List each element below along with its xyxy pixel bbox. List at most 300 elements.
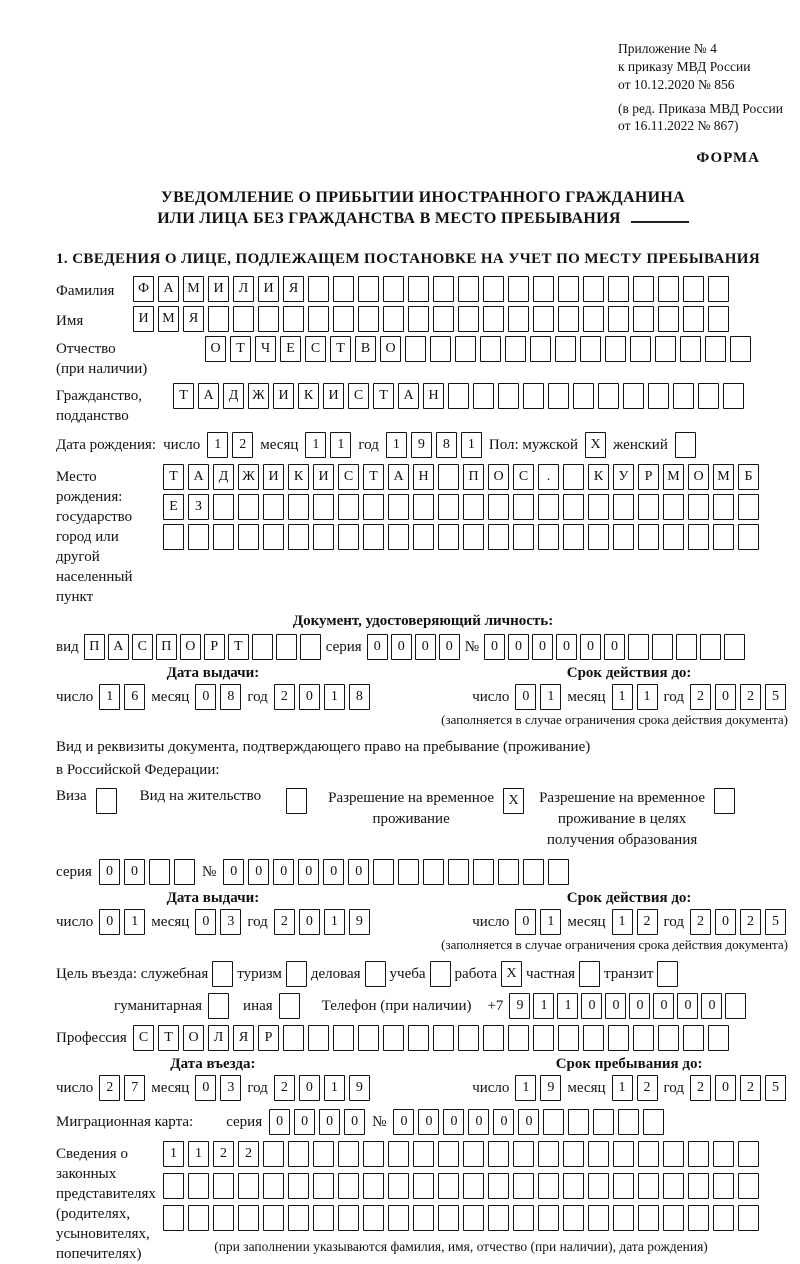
char-cell[interactable] xyxy=(463,1141,484,1167)
char-cell[interactable] xyxy=(263,1141,284,1167)
char-cell[interactable] xyxy=(308,306,329,332)
char-cell[interactable] xyxy=(488,494,509,520)
char-cell[interactable]: М xyxy=(713,464,734,490)
char-cell[interactable] xyxy=(433,306,454,332)
char-cell[interactable] xyxy=(563,524,584,550)
char-cell[interactable]: 0 xyxy=(273,859,294,885)
char-cell[interactable] xyxy=(413,1205,434,1231)
char-cell[interactable]: 2 xyxy=(740,1075,761,1101)
char-cell[interactable]: 0 xyxy=(715,909,736,935)
char-cell[interactable]: 2 xyxy=(690,1075,711,1101)
char-cell[interactable]: 3 xyxy=(220,909,241,935)
char-cell[interactable] xyxy=(623,383,644,409)
char-cell[interactable] xyxy=(413,1173,434,1199)
char-cell[interactable]: М xyxy=(183,276,204,302)
char-cell[interactable]: 0 xyxy=(532,634,553,660)
char-cell[interactable] xyxy=(738,1173,759,1199)
char-cell[interactable]: Е xyxy=(280,336,301,362)
char-cell[interactable] xyxy=(488,1173,509,1199)
char-cell[interactable]: 1 xyxy=(612,1075,633,1101)
char-cell[interactable] xyxy=(533,1025,554,1051)
char-cell[interactable] xyxy=(738,1141,759,1167)
char-cell[interactable] xyxy=(713,524,734,550)
char-cell[interactable] xyxy=(538,494,559,520)
char-cell[interactable]: И xyxy=(133,306,154,332)
char-cell[interactable]: 0 xyxy=(715,684,736,710)
char-cell[interactable]: 0 xyxy=(653,993,674,1019)
char-cell[interactable] xyxy=(548,859,569,885)
char-cell[interactable]: 2 xyxy=(637,909,658,935)
char-cell[interactable] xyxy=(398,859,419,885)
char-cell[interactable] xyxy=(438,524,459,550)
char-cell[interactable] xyxy=(638,1141,659,1167)
char-cell[interactable] xyxy=(308,1025,329,1051)
char-cell[interactable] xyxy=(413,494,434,520)
char-cell[interactable] xyxy=(288,524,309,550)
char-cell[interactable]: 0 xyxy=(518,1109,539,1135)
char-cell[interactable]: 0 xyxy=(415,634,436,660)
char-cell[interactable]: 0 xyxy=(319,1109,340,1135)
char-cell[interactable]: В xyxy=(355,336,376,362)
char-cell[interactable] xyxy=(663,1173,684,1199)
char-cell[interactable] xyxy=(458,276,479,302)
char-cell[interactable] xyxy=(628,634,649,660)
char-cell[interactable] xyxy=(338,1141,359,1167)
char-cell[interactable]: 1 xyxy=(124,909,145,935)
char-cell[interactable] xyxy=(558,276,579,302)
char-cell[interactable] xyxy=(488,1141,509,1167)
char-cell[interactable] xyxy=(313,1205,334,1231)
char-cell[interactable] xyxy=(258,306,279,332)
char-cell[interactable]: 8 xyxy=(436,432,457,458)
char-cell[interactable]: 1 xyxy=(324,1075,345,1101)
char-cell[interactable]: 0 xyxy=(299,1075,320,1101)
char-cell[interactable]: 1 xyxy=(637,684,658,710)
char-cell[interactable]: 0 xyxy=(344,1109,365,1135)
char-cell[interactable]: Л xyxy=(233,276,254,302)
char-cell[interactable] xyxy=(705,336,726,362)
char-cell[interactable] xyxy=(338,494,359,520)
char-cell[interactable] xyxy=(630,336,651,362)
char-cell[interactable] xyxy=(333,306,354,332)
char-cell[interactable] xyxy=(188,1205,209,1231)
char-cell[interactable] xyxy=(213,1205,234,1231)
char-cell[interactable] xyxy=(288,1173,309,1199)
char-cell[interactable] xyxy=(513,1205,534,1231)
char-cell[interactable]: 0 xyxy=(323,859,344,885)
char-cell[interactable] xyxy=(149,859,170,885)
char-cell[interactable] xyxy=(680,336,701,362)
char-cell[interactable] xyxy=(238,1173,259,1199)
char-cell[interactable]: 0 xyxy=(99,859,120,885)
char-cell[interactable] xyxy=(724,634,745,660)
char-cell[interactable] xyxy=(738,494,759,520)
char-cell[interactable] xyxy=(423,859,444,885)
char-cell[interactable]: 2 xyxy=(274,684,295,710)
char-cell[interactable] xyxy=(555,336,576,362)
char-cell[interactable]: 0 xyxy=(468,1109,489,1135)
char-cell[interactable] xyxy=(174,859,195,885)
char-cell[interactable] xyxy=(563,494,584,520)
char-cell[interactable] xyxy=(643,1109,664,1135)
char-cell[interactable] xyxy=(263,1173,284,1199)
char-cell[interactable]: Я xyxy=(283,276,304,302)
char-cell[interactable] xyxy=(548,383,569,409)
char-cell[interactable] xyxy=(233,306,254,332)
purpose-work-checkbox[interactable]: X xyxy=(501,961,522,987)
char-cell[interactable]: Т xyxy=(230,336,251,362)
char-cell[interactable] xyxy=(163,1205,184,1231)
char-cell[interactable] xyxy=(613,524,634,550)
char-cell[interactable] xyxy=(683,1025,704,1051)
char-cell[interactable] xyxy=(473,859,494,885)
char-cell[interactable] xyxy=(588,494,609,520)
char-cell[interactable]: 0 xyxy=(580,634,601,660)
char-cell[interactable] xyxy=(405,336,426,362)
char-cell[interactable]: 2 xyxy=(690,684,711,710)
char-cell[interactable]: О xyxy=(180,634,201,660)
char-cell[interactable] xyxy=(538,524,559,550)
char-cell[interactable]: С xyxy=(305,336,326,362)
char-cell[interactable]: 1 xyxy=(305,432,326,458)
char-cell[interactable]: 2 xyxy=(637,1075,658,1101)
char-cell[interactable] xyxy=(483,306,504,332)
char-cell[interactable]: А xyxy=(198,383,219,409)
char-cell[interactable]: Ф xyxy=(133,276,154,302)
char-cell[interactable]: 2 xyxy=(690,909,711,935)
char-cell[interactable]: 9 xyxy=(540,1075,561,1101)
char-cell[interactable] xyxy=(533,306,554,332)
char-cell[interactable] xyxy=(488,524,509,550)
sex-male-checkbox[interactable]: X xyxy=(585,432,606,458)
char-cell[interactable]: 1 xyxy=(540,684,561,710)
char-cell[interactable] xyxy=(388,524,409,550)
char-cell[interactable]: 0 xyxy=(701,993,722,1019)
char-cell[interactable]: 1 xyxy=(207,432,228,458)
char-cell[interactable]: Т xyxy=(228,634,249,660)
char-cell[interactable] xyxy=(538,1173,559,1199)
char-cell[interactable] xyxy=(513,524,534,550)
char-cell[interactable]: 0 xyxy=(581,993,602,1019)
char-cell[interactable] xyxy=(608,1025,629,1051)
char-cell[interactable] xyxy=(563,1173,584,1199)
char-cell[interactable] xyxy=(463,1205,484,1231)
char-cell[interactable] xyxy=(638,524,659,550)
char-cell[interactable]: П xyxy=(84,634,105,660)
char-cell[interactable] xyxy=(238,494,259,520)
char-cell[interactable] xyxy=(276,634,297,660)
char-cell[interactable]: 0 xyxy=(515,684,536,710)
char-cell[interactable] xyxy=(658,1025,679,1051)
char-cell[interactable]: 0 xyxy=(269,1109,290,1135)
char-cell[interactable]: Ж xyxy=(248,383,269,409)
char-cell[interactable] xyxy=(652,634,673,660)
char-cell[interactable] xyxy=(388,1205,409,1231)
char-cell[interactable]: И xyxy=(258,276,279,302)
char-cell[interactable] xyxy=(313,1173,334,1199)
char-cell[interactable]: 9 xyxy=(509,993,530,1019)
char-cell[interactable] xyxy=(708,306,729,332)
char-cell[interactable] xyxy=(588,1205,609,1231)
char-cell[interactable] xyxy=(338,1205,359,1231)
char-cell[interactable]: А xyxy=(108,634,129,660)
char-cell[interactable]: 1 xyxy=(163,1141,184,1167)
char-cell[interactable]: 7 xyxy=(124,1075,145,1101)
char-cell[interactable]: М xyxy=(663,464,684,490)
purpose-other-checkbox[interactable] xyxy=(279,993,300,1019)
char-cell[interactable]: 0 xyxy=(99,909,120,935)
char-cell[interactable] xyxy=(508,276,529,302)
char-cell[interactable] xyxy=(473,383,494,409)
char-cell[interactable]: О xyxy=(380,336,401,362)
char-cell[interactable] xyxy=(633,276,654,302)
char-cell[interactable] xyxy=(638,1205,659,1231)
char-cell[interactable] xyxy=(313,494,334,520)
char-cell[interactable] xyxy=(530,336,551,362)
char-cell[interactable]: 0 xyxy=(391,634,412,660)
char-cell[interactable] xyxy=(538,1205,559,1231)
char-cell[interactable]: 0 xyxy=(605,993,626,1019)
char-cell[interactable]: 0 xyxy=(439,634,460,660)
char-cell[interactable]: 0 xyxy=(515,909,536,935)
char-cell[interactable]: К xyxy=(588,464,609,490)
char-cell[interactable]: 0 xyxy=(484,634,505,660)
char-cell[interactable]: 0 xyxy=(299,909,320,935)
char-cell[interactable] xyxy=(605,336,626,362)
char-cell[interactable] xyxy=(583,306,604,332)
char-cell[interactable]: 1 xyxy=(324,684,345,710)
char-cell[interactable] xyxy=(363,1141,384,1167)
char-cell[interactable]: И xyxy=(208,276,229,302)
char-cell[interactable]: 9 xyxy=(411,432,432,458)
char-cell[interactable] xyxy=(588,524,609,550)
char-cell[interactable] xyxy=(638,494,659,520)
char-cell[interactable] xyxy=(663,1205,684,1231)
char-cell[interactable]: С xyxy=(132,634,153,660)
char-cell[interactable] xyxy=(448,859,469,885)
char-cell[interactable]: 0 xyxy=(124,859,145,885)
char-cell[interactable] xyxy=(263,494,284,520)
purpose-official-checkbox[interactable] xyxy=(212,961,233,987)
char-cell[interactable]: 2 xyxy=(99,1075,120,1101)
char-cell[interactable] xyxy=(608,276,629,302)
char-cell[interactable] xyxy=(438,464,459,490)
char-cell[interactable] xyxy=(438,1173,459,1199)
char-cell[interactable]: 0 xyxy=(367,634,388,660)
char-cell[interactable] xyxy=(655,336,676,362)
char-cell[interactable]: 0 xyxy=(418,1109,439,1135)
purpose-transit-checkbox[interactable] xyxy=(657,961,678,987)
char-cell[interactable]: О xyxy=(205,336,226,362)
char-cell[interactable] xyxy=(388,1141,409,1167)
char-cell[interactable] xyxy=(438,1141,459,1167)
char-cell[interactable]: А xyxy=(158,276,179,302)
char-cell[interactable] xyxy=(163,1173,184,1199)
char-cell[interactable] xyxy=(583,1025,604,1051)
char-cell[interactable]: Т xyxy=(173,383,194,409)
char-cell[interactable]: С xyxy=(348,383,369,409)
char-cell[interactable] xyxy=(730,336,751,362)
char-cell[interactable]: Р xyxy=(204,634,225,660)
char-cell[interactable]: А xyxy=(398,383,419,409)
char-cell[interactable] xyxy=(358,276,379,302)
purpose-tourism-checkbox[interactable] xyxy=(286,961,307,987)
char-cell[interactable]: Л xyxy=(208,1025,229,1051)
char-cell[interactable] xyxy=(608,306,629,332)
char-cell[interactable] xyxy=(383,276,404,302)
char-cell[interactable]: С xyxy=(133,1025,154,1051)
char-cell[interactable]: А xyxy=(388,464,409,490)
char-cell[interactable] xyxy=(613,1173,634,1199)
char-cell[interactable]: 0 xyxy=(195,909,216,935)
char-cell[interactable] xyxy=(383,306,404,332)
char-cell[interactable]: 1 xyxy=(557,993,578,1019)
char-cell[interactable] xyxy=(408,306,429,332)
char-cell[interactable]: И xyxy=(323,383,344,409)
char-cell[interactable] xyxy=(688,524,709,550)
char-cell[interactable]: К xyxy=(298,383,319,409)
char-cell[interactable]: Т xyxy=(373,383,394,409)
char-cell[interactable] xyxy=(580,336,601,362)
char-cell[interactable] xyxy=(713,1205,734,1231)
char-cell[interactable] xyxy=(488,1205,509,1231)
temp-residence-edu-checkbox[interactable] xyxy=(714,788,735,814)
char-cell[interactable]: Т xyxy=(158,1025,179,1051)
char-cell[interactable]: 5 xyxy=(765,909,786,935)
char-cell[interactable] xyxy=(513,494,534,520)
char-cell[interactable]: 1 xyxy=(533,993,554,1019)
purpose-business-checkbox[interactable] xyxy=(365,961,386,987)
char-cell[interactable]: 1 xyxy=(330,432,351,458)
char-cell[interactable] xyxy=(583,276,604,302)
char-cell[interactable]: 0 xyxy=(299,684,320,710)
char-cell[interactable] xyxy=(363,524,384,550)
char-cell[interactable] xyxy=(738,1205,759,1231)
char-cell[interactable] xyxy=(483,276,504,302)
char-cell[interactable]: 0 xyxy=(393,1109,414,1135)
char-cell[interactable]: И xyxy=(313,464,334,490)
char-cell[interactable]: 1 xyxy=(461,432,482,458)
char-cell[interactable] xyxy=(633,306,654,332)
char-cell[interactable]: А xyxy=(188,464,209,490)
char-cell[interactable] xyxy=(430,336,451,362)
char-cell[interactable]: 0 xyxy=(629,993,650,1019)
char-cell[interactable] xyxy=(658,306,679,332)
purpose-private-checkbox[interactable] xyxy=(579,961,600,987)
char-cell[interactable] xyxy=(413,1141,434,1167)
char-cell[interactable] xyxy=(483,1025,504,1051)
char-cell[interactable] xyxy=(648,383,669,409)
char-cell[interactable]: 8 xyxy=(220,684,241,710)
char-cell[interactable]: С xyxy=(513,464,534,490)
char-cell[interactable]: 0 xyxy=(294,1109,315,1135)
char-cell[interactable]: 1 xyxy=(540,909,561,935)
char-cell[interactable] xyxy=(700,634,721,660)
char-cell[interactable] xyxy=(505,336,526,362)
purpose-study-checkbox[interactable] xyxy=(430,961,451,987)
char-cell[interactable]: 6 xyxy=(124,684,145,710)
char-cell[interactable]: 9 xyxy=(349,909,370,935)
char-cell[interactable]: 2 xyxy=(740,909,761,935)
purpose-humanitarian-checkbox[interactable] xyxy=(208,993,229,1019)
char-cell[interactable] xyxy=(663,524,684,550)
char-cell[interactable] xyxy=(568,1109,589,1135)
char-cell[interactable] xyxy=(448,383,469,409)
residence-permit-checkbox[interactable] xyxy=(286,788,307,814)
char-cell[interactable] xyxy=(558,1025,579,1051)
char-cell[interactable] xyxy=(288,494,309,520)
char-cell[interactable] xyxy=(388,494,409,520)
char-cell[interactable] xyxy=(676,634,697,660)
char-cell[interactable] xyxy=(673,383,694,409)
char-cell[interactable]: 2 xyxy=(740,684,761,710)
char-cell[interactable] xyxy=(358,1025,379,1051)
char-cell[interactable]: 1 xyxy=(99,684,120,710)
char-cell[interactable] xyxy=(338,524,359,550)
char-cell[interactable] xyxy=(683,306,704,332)
char-cell[interactable] xyxy=(338,1173,359,1199)
char-cell[interactable] xyxy=(613,1141,634,1167)
char-cell[interactable]: 2 xyxy=(232,432,253,458)
char-cell[interactable] xyxy=(683,276,704,302)
char-cell[interactable] xyxy=(333,276,354,302)
char-cell[interactable]: 0 xyxy=(195,684,216,710)
char-cell[interactable]: О xyxy=(688,464,709,490)
char-cell[interactable] xyxy=(458,306,479,332)
char-cell[interactable] xyxy=(283,1025,304,1051)
char-cell[interactable]: 0 xyxy=(443,1109,464,1135)
char-cell[interactable] xyxy=(408,276,429,302)
char-cell[interactable] xyxy=(663,1141,684,1167)
char-cell[interactable]: О xyxy=(183,1025,204,1051)
char-cell[interactable]: Н xyxy=(423,383,444,409)
char-cell[interactable]: У xyxy=(613,464,634,490)
char-cell[interactable]: М xyxy=(158,306,179,332)
char-cell[interactable] xyxy=(725,993,746,1019)
char-cell[interactable] xyxy=(613,1205,634,1231)
char-cell[interactable] xyxy=(558,306,579,332)
char-cell[interactable] xyxy=(713,494,734,520)
char-cell[interactable] xyxy=(598,383,619,409)
char-cell[interactable]: 1 xyxy=(612,684,633,710)
char-cell[interactable] xyxy=(713,1141,734,1167)
char-cell[interactable] xyxy=(480,336,501,362)
char-cell[interactable]: Ч xyxy=(255,336,276,362)
char-cell[interactable] xyxy=(573,383,594,409)
char-cell[interactable]: . xyxy=(538,464,559,490)
char-cell[interactable] xyxy=(508,1025,529,1051)
char-cell[interactable] xyxy=(533,276,554,302)
char-cell[interactable] xyxy=(698,383,719,409)
temp-residence-checkbox[interactable]: X xyxy=(503,788,524,814)
char-cell[interactable]: 1 xyxy=(324,909,345,935)
char-cell[interactable]: 2 xyxy=(274,1075,295,1101)
char-cell[interactable]: Б xyxy=(738,464,759,490)
char-cell[interactable] xyxy=(358,306,379,332)
char-cell[interactable] xyxy=(363,494,384,520)
char-cell[interactable]: 0 xyxy=(493,1109,514,1135)
char-cell[interactable] xyxy=(508,306,529,332)
char-cell[interactable] xyxy=(713,1173,734,1199)
char-cell[interactable]: З xyxy=(188,494,209,520)
char-cell[interactable] xyxy=(543,1109,564,1135)
char-cell[interactable] xyxy=(738,524,759,550)
char-cell[interactable]: Н xyxy=(413,464,434,490)
char-cell[interactable]: Я xyxy=(233,1025,254,1051)
char-cell[interactable] xyxy=(708,276,729,302)
char-cell[interactable] xyxy=(383,1025,404,1051)
char-cell[interactable]: 5 xyxy=(765,684,786,710)
